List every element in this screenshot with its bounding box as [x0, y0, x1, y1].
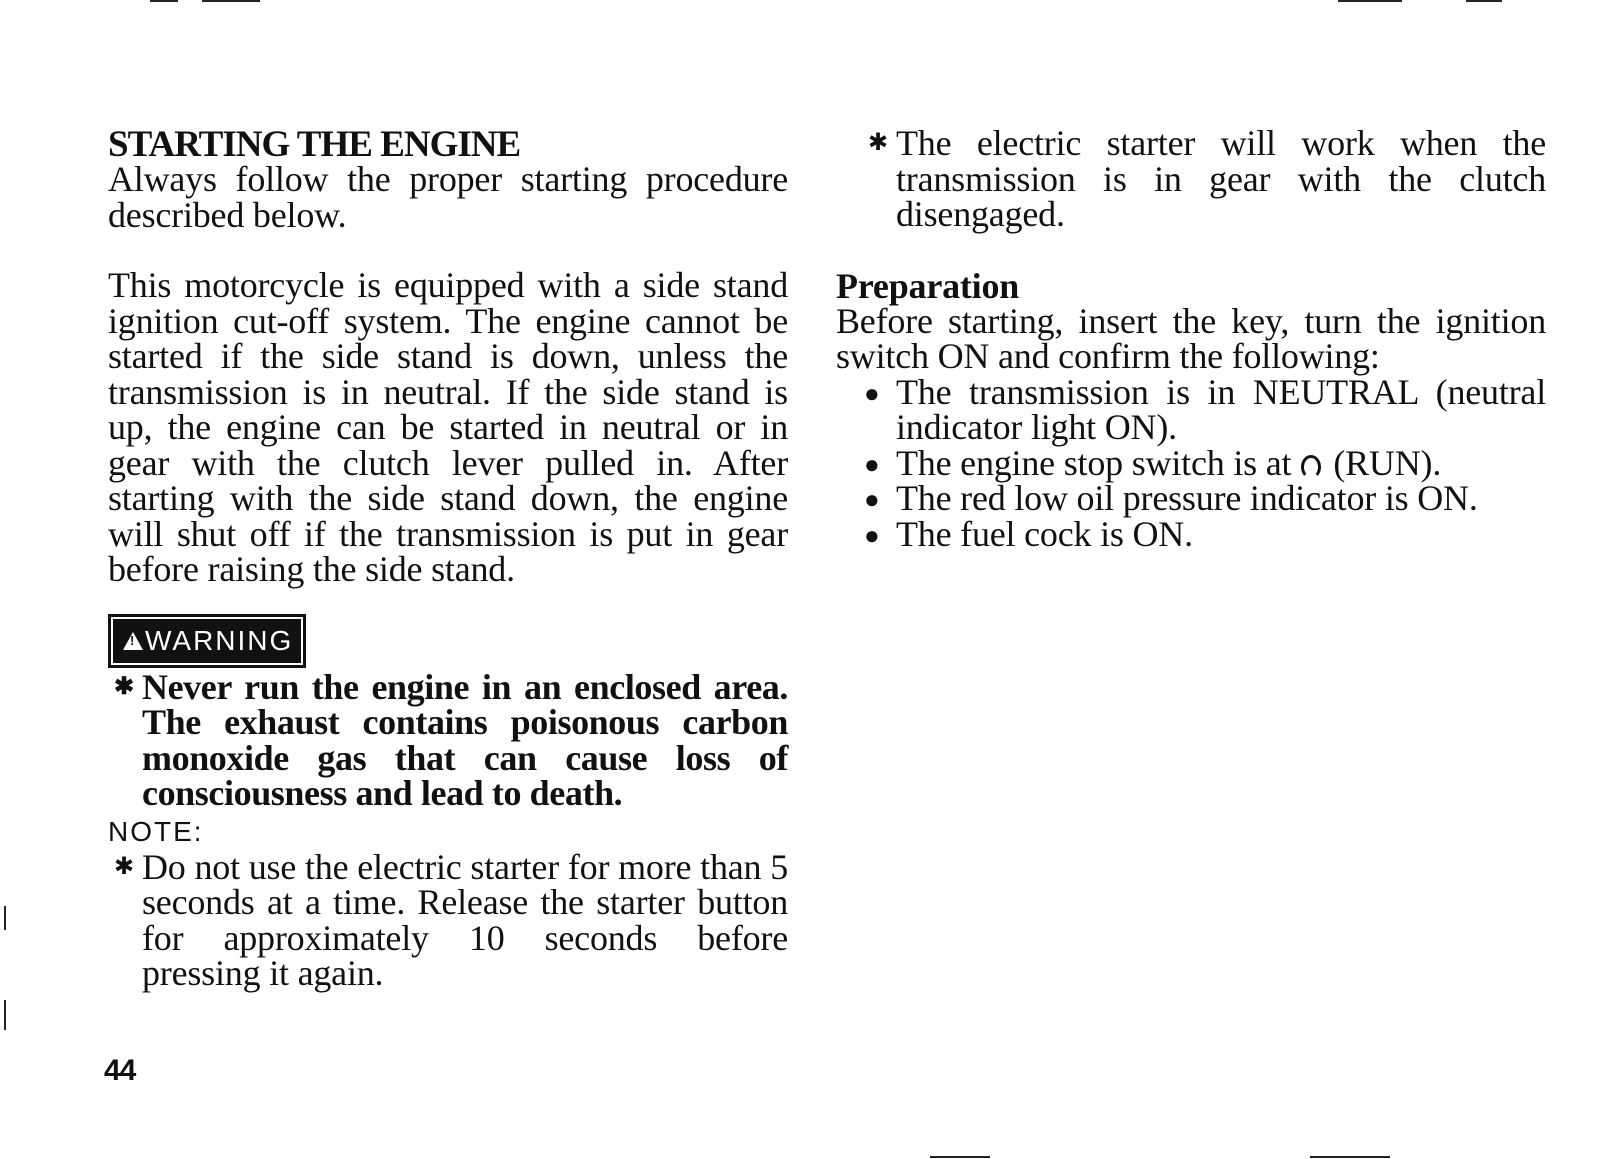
page-number: 44 — [104, 1054, 136, 1087]
warning-badge — [108, 614, 306, 668]
checklist-item — [862, 442, 1546, 483]
checklist-item-suffix: (RUN). — [1333, 442, 1442, 483]
checklist-item — [862, 513, 1546, 554]
checklist-item-text: The red low oil pressure indicator is ON. — [896, 478, 1478, 518]
dot-bullet-icon: ● — [864, 449, 880, 479]
section-heading: STARTING THE ENGINE — [108, 124, 521, 165]
checklist-item — [862, 478, 1546, 518]
scan-edge-mark — [4, 1000, 6, 1030]
warning-triangle-icon — [123, 632, 143, 650]
warning-label: WARNING — [145, 624, 294, 656]
preparation-intro: Before starting, insert the key, turn the ignition switch ON and confirm the following: — [836, 300, 1546, 376]
dot-bullet-icon: ● — [864, 378, 880, 408]
intro-paragraph: Always follow the proper starting procedure described below. — [108, 159, 788, 235]
preparation-checklist — [862, 371, 1546, 554]
asterisk-bullet-icon: ✱ — [114, 853, 134, 880]
scan-edge-mark — [202, 0, 260, 2]
scan-edge-mark — [1466, 0, 1502, 2]
dot-bullet-icon: ● — [864, 520, 880, 550]
preparation-heading: Preparation — [836, 265, 1020, 306]
note-list — [108, 846, 788, 993]
asterisk-bullet-icon: ✱ — [114, 673, 134, 700]
warning-list — [108, 666, 788, 813]
scan-edge-mark — [930, 1156, 990, 1158]
scan-edge-mark — [1310, 1156, 1390, 1158]
note-item — [862, 123, 1546, 234]
dot-bullet-icon: ● — [864, 485, 880, 514]
scan-edge-mark — [4, 906, 6, 930]
scan-edge-mark — [1338, 0, 1402, 2]
run-symbol-icon — [1301, 455, 1321, 479]
spacer — [862, 233, 1546, 268]
checklist-item-text: The transmission is in NEUTRAL (neutral indicator light ON). — [896, 371, 1546, 447]
note-continuation-list — [862, 123, 1546, 234]
right-column — [836, 123, 1546, 554]
note-label: NOTE: — [108, 815, 204, 847]
note-item — [108, 846, 788, 993]
left-column — [108, 126, 788, 992]
warning-item — [108, 666, 788, 813]
side-stand-paragraph: This motorcycle is equipped with a side stand ignition cut-off system. The engine cannot be started if the side stand is down, unless the transmission is in neutral. If the side stand is up, the engine can be started in neutral or in gear with the clutch lever pulled in. After starting with the side stand down, the engine will shut off if the transmission is put in gear before raising the side stand. — [108, 265, 788, 589]
warning-item-text: Never run the engine in an enclosed area. The exhaust contains poisonous carbon monoxide gas that can cause loss of consciousness and lead to death. — [142, 666, 788, 813]
note-item-text: Do not use the electric starter for more than 5 seconds at a time. Release the starter button for approximately 10 seconds before pressing it again. — [142, 846, 788, 993]
scan-edge-mark — [150, 0, 178, 2]
checklist-item-text: The fuel cock is ON. — [896, 513, 1193, 554]
asterisk-bullet-icon: ✱ — [868, 130, 888, 156]
checklist-item — [862, 371, 1546, 447]
checklist-item-text: The engine stop switch is at — [896, 442, 1292, 483]
note-item-text: The electric starter will work when the transmission is in gear with the clutch disengaged. — [896, 123, 1546, 234]
